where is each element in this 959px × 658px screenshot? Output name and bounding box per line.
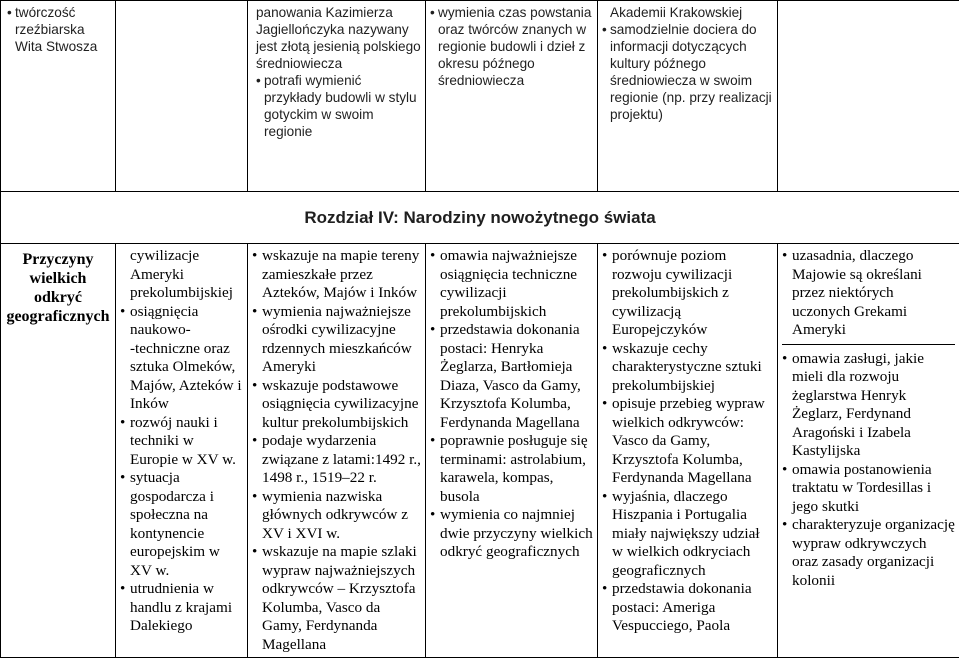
list-item: • wskazuje cechy charakterystyczne sztuki prekolumbijskiej: [602, 340, 773, 396]
list-item: • uzasadnia, dlaczego Majowie są określani przez niektórych uczonych Grekami Ameryki: [782, 247, 955, 340]
list-item: • przedstawia dokonania postaci: Ameriga Vespucciego, Paola: [602, 580, 773, 636]
list-item: • wymienia najważniejsze ośrodki cywilizacyjne rdzennych mieszkańców Ameryki: [252, 303, 421, 377]
section-cell-6: [778, 244, 959, 658]
top-cell-6: [778, 1, 959, 192]
top-col4-list: [430, 4, 593, 89]
chapter-heading: Rozdział IV: Narodziny nowożytnego świata: [1, 192, 959, 244]
list-item: • podaje wydarzenia związane z latami:1492 r., 1498 r., 1519–22 r.: [252, 432, 421, 488]
top-cell-3: [248, 1, 426, 192]
list-item: • poprawnie posługuje się terminami: astrolabium, karawela, kompas, busola: [430, 432, 593, 506]
chapter-row: [1, 192, 959, 244]
top-col5-list: [602, 21, 773, 123]
list-item: • opisuje przebieg wypraw wielkich odkrywców: Vasco da Gamy, Krzysztofa Kolumba, Ferdynanda Magellana: [602, 395, 773, 488]
list-item: • twórczość rzeźbiarska Wita Stwosza: [7, 4, 111, 55]
list-item: • potrafi wymienić przykłady budowli w stylu gotyckim w swoim regionie: [256, 72, 421, 140]
col3-list: [252, 247, 421, 654]
cell-divider: [782, 344, 955, 591]
table-row-section: [1, 244, 959, 658]
list-item: • wskazuje podstawowe osiągnięcia cywilizacyjne kultur prekolumbijskich: [252, 377, 421, 433]
top-col5-paragraph: Akademii Krakowskiej: [602, 4, 773, 21]
list-item: • wskazuje na mapie szlaki wypraw najważniejszych odkrywców – Krzysztofa Kolumba, Vasco da Gamy, Ferdynanda Magellana: [252, 543, 421, 654]
list-item: • omawia postanowienia traktatu w Tordesillas i jego skutki: [782, 461, 955, 517]
list-item: • samodzielnie dociera do informacji dotyczących kultury późnego średniowiecza w swoim regionie (np. przy realizacji projektu): [602, 21, 773, 123]
list-item: • wskazuje na mapie tereny zamieszkałe przez Azteków, Majów i Inków: [252, 247, 421, 303]
col6-list-b: [782, 350, 955, 591]
list-item: • omawia najważniejsze osiągnięcia techniczne cywilizacji prekolumbijskich: [430, 247, 593, 321]
list-item: • przedstawia dokonania postaci: Henryka Żeglarza, Bartłomieja Diaza, Vasco da Gamy, Krzysztofa Kolumba, Ferdynanda Magellana: [430, 321, 593, 432]
col5-list: [602, 247, 773, 636]
list-item: cywilizacje Ameryki prekolumbijskiej: [120, 247, 243, 303]
top-col3-paragraph: panowania Kazimierza Jagiellończyka nazywany jest złotą jesienią polskiego średniowiecza: [256, 4, 421, 72]
list-item: • utrudnienia w handlu z krajami Dalekiego: [120, 580, 243, 636]
col2-list: [120, 247, 243, 636]
top-col1-list: [7, 4, 111, 55]
top-cell-1: [1, 1, 116, 192]
col6-list-a: [782, 247, 955, 340]
section-cell-3: [248, 244, 426, 658]
section-cell-2: [116, 244, 248, 658]
top-col3-list: [256, 72, 421, 140]
list-item: • osiągnięcia naukowo- -techniczne oraz sztuka Olmeków, Majów, Azteków i Inków: [120, 303, 243, 414]
section-label: Przyczyny wielkich odkryć geograficznych: [1, 244, 116, 658]
list-item: • wyjaśnia, dlaczego Hiszpania i Portugalia miały największy udział w wielkich odkryciach geograficznych: [602, 488, 773, 581]
list-item: • porównuje poziom rozwoju cywilizacji prekolumbijskich z cywilizacją Europejczyków: [602, 247, 773, 340]
list-item: • rozwój nauki i techniki w Europie w XV w.: [120, 414, 243, 470]
list-item: • omawia zasługi, jakie mieli dla rozwoju żeglarstwa Henryk Żeglarz, Ferdynand Aragoński i Izabela Kastylijska: [782, 350, 955, 461]
list-item: • charakteryzuje organizację wypraw odkrywczych oraz zasady organizacji kolonii: [782, 516, 955, 590]
top-cell-5: [598, 1, 778, 192]
col4-list: [430, 247, 593, 562]
list-item: • sytuacja gospodarcza i społeczna na kontynencie europejskim w XV w.: [120, 469, 243, 580]
section-cell-5: [598, 244, 778, 658]
top-cell-2: [116, 1, 248, 192]
table-row-top: [1, 1, 959, 192]
top-cell-4: [426, 1, 598, 192]
list-item: • wymienia co najmniej dwie przyczyny wielkich odkryć geograficznych: [430, 506, 593, 562]
list-item: • wymienia czas powstania oraz twórców znanych w regionie budowli i dzieł z okresu późnego średniowiecza: [430, 4, 593, 89]
list-item: • wymienia nazwiska głównych odkrywców z XV i XVI w.: [252, 488, 421, 544]
section-cell-4: [426, 244, 598, 658]
